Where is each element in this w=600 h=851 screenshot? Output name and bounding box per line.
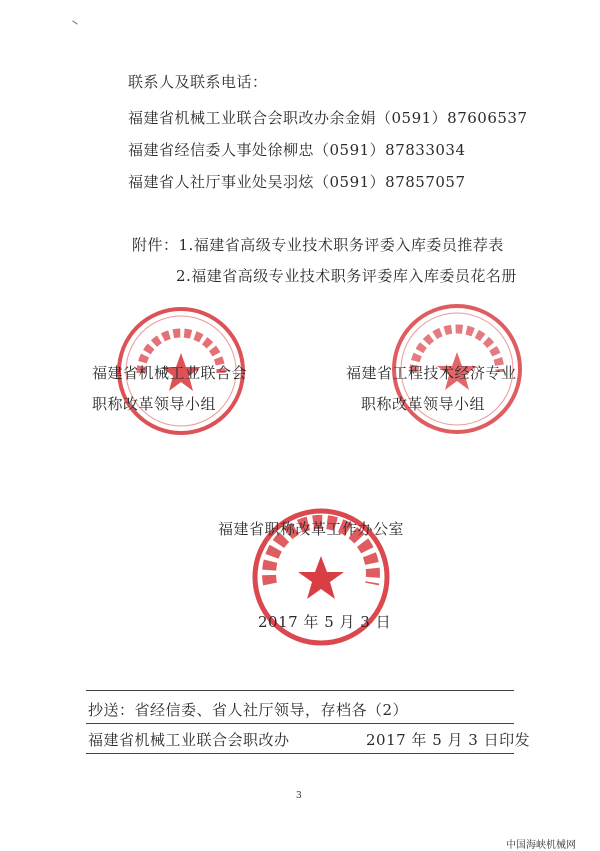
attachment-line-2: 2.福建省高级专业技术职务评委库入库委员花名册 (176, 267, 517, 285)
office-name: 福建省职称改革工作办公室 (218, 520, 405, 538)
site-watermark: 中国海峡机械网 (506, 840, 576, 851)
contacts-heading: 联系人及联系电话： (128, 73, 268, 91)
office-date: 2017 年 5 月 3 日 (258, 613, 392, 631)
footer-middle-rule (86, 723, 514, 724)
footer-bottom-rule (86, 753, 514, 754)
right-issuer-line-2: 职称改革领导小组 (361, 395, 486, 413)
contact-line-1: 福建省机械工业联合会职改办余金娟（0591）87606537 (128, 109, 528, 127)
footer-issuer: 福建省机械工业联合会职改办 (88, 731, 290, 749)
cc-line: 抄送：省经信委、省人社厅领导，存档各（2） (88, 701, 409, 719)
scan-mark (72, 20, 77, 24)
contact-line-2: 福建省经信委人事处徐柳忠（0591）87833034 (128, 141, 466, 159)
left-issuer-line-2: 职称改革领导小组 (92, 395, 217, 413)
right-issuer-line-1: 福建省工程技术经济专业 (346, 364, 517, 382)
left-issuer-line-1: 福建省机械工业联合会 (92, 364, 248, 382)
attachment-line-1: 附件：1.福建省高级专业技术职务评委入库委员推荐表 (132, 236, 504, 254)
footer-print-date: 2017 年 5 月 3 日印发 (366, 731, 531, 749)
contact-line-3: 福建省人社厅事业处吴羽炫（0591）87857057 (128, 173, 466, 191)
page-number: 3 (296, 791, 302, 801)
footer-top-rule (86, 690, 514, 691)
